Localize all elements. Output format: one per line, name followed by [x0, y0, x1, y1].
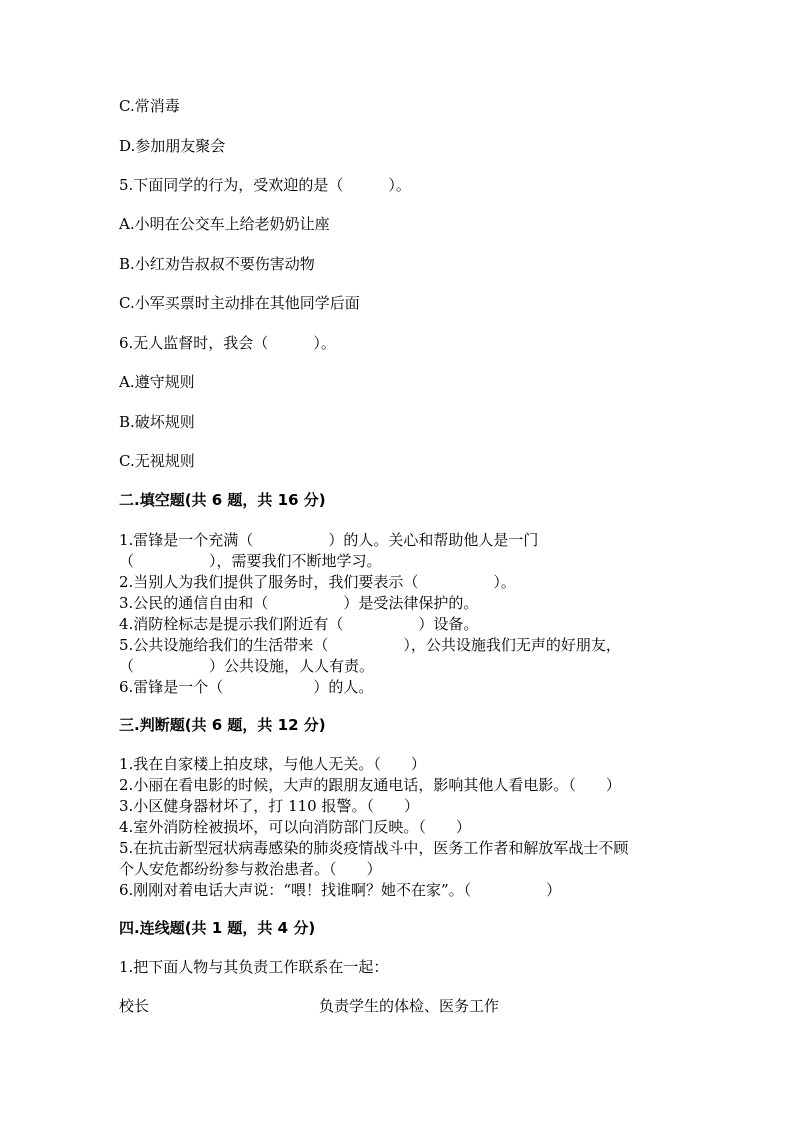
q6-stem: 6.无人监督时，我会（ ）。 [119, 334, 336, 352]
judge-line: 5.在抗击新型冠状病毒感染的肺炎疫情战斗中，医务工作者和解放军战士不顾 [119, 839, 629, 857]
fill-line: 4.消防栓标志是提示我们附近有（ ）设备。 [119, 615, 479, 633]
fill-line: 2.当别人为我们提供了服务时，我们要表示（ ）。 [119, 573, 516, 591]
fill-line: 6.雷锋是一个（ ）的人。 [119, 678, 374, 696]
section2-heading: 二.填空题(共 6 题，共 16 分) [119, 491, 326, 509]
section4-heading: 四.连线题(共 1 题，共 4 分) [119, 919, 316, 937]
fill-line: （ ），需要我们不断地学习。 [119, 552, 382, 570]
q5-option-a: A.小明在公交车上给老奶奶让座 [119, 215, 330, 233]
q5-option-b: B.小红劝告叔叔不要伤害动物 [119, 255, 315, 273]
judge-line: 1.我在自家楼上拍皮球，与他人无关。（ ） [119, 755, 426, 773]
match-left-item: 校长 [119, 997, 150, 1015]
fill-line: 5.公共设施给我们的生活带来（ ），公共设施我们无声的好朋友， [119, 636, 621, 654]
fill-line: （ ）公共设施，人人有责。 [119, 657, 375, 675]
section3-heading: 三.判断题(共 6 题，共 12 分) [119, 716, 326, 734]
fill-line: 3.公民的通信自由和（ ）是受法律保护的。 [119, 594, 479, 612]
match-stem: 1.把下面人物与其负责工作联系在一起： [119, 958, 389, 976]
q6-option-a: A.遵守规则 [119, 373, 195, 391]
q4-option-d: D.参加朋友聚会 [119, 137, 226, 155]
q5-stem: 5.下面同学的行为，受欢迎的是（ ）。 [119, 176, 411, 194]
q6-option-b: B.破坏规则 [119, 413, 195, 431]
judge-line: 4.室外消防栓被损坏，可以向消防部门反映。（ ） [119, 818, 471, 836]
judge-line: 3.小区健身器材坏了，打 110 报警。（ ） [119, 797, 419, 815]
fill-line: 1.雷锋是一个充满（ ）的人。关心和帮助他人是一门 [119, 531, 539, 549]
q4-option-c: C.常消毒 [119, 97, 180, 115]
judge-line: 个人安危都纷纷参与救治患者。（ ） [119, 860, 382, 878]
judge-line: 2.小丽在看电影的时候，大声的跟朋友通电话，影响其他人看电影。（ ） [119, 776, 621, 794]
q6-option-c: C.无视规则 [119, 452, 195, 470]
match-right-item: 负责学生的体检、医务工作 [319, 997, 500, 1015]
q5-option-c: C.小军买票时主动排在其他同学后面 [119, 294, 360, 312]
judge-line: 6.刚刚对着电话大声说：“喂！找谁啊？她不在家”。（ ） [119, 881, 562, 899]
